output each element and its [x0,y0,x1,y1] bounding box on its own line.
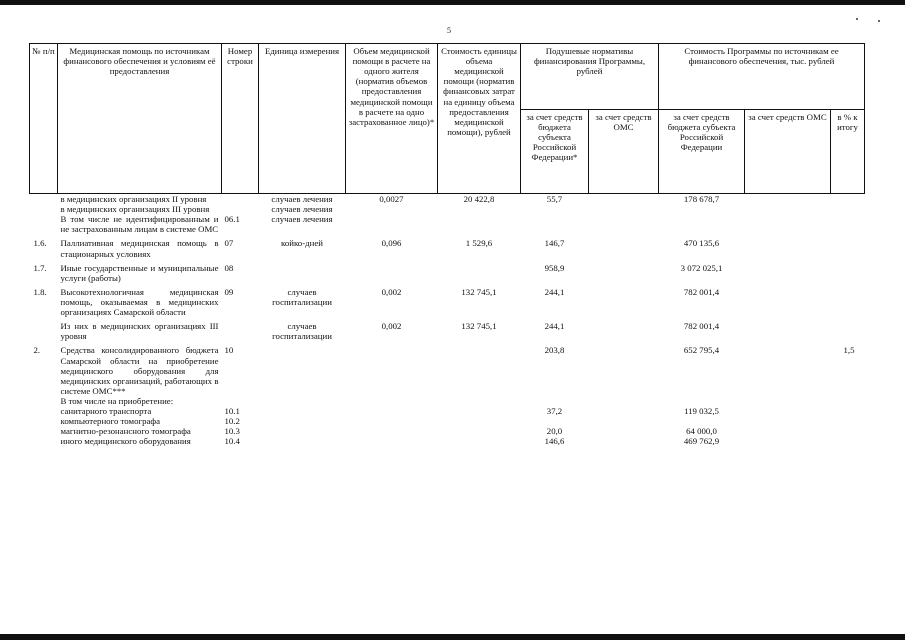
row-volume: 0,002 [381,286,402,297]
header-program-group: Стоимость Программы по источникам ее финансового обеспечения, тыс. рублей [659,44,865,110]
row-program-pct [831,194,865,205]
row-unit-cost [438,396,521,406]
header-program-oms: за счет средств ОМС [745,110,831,194]
row-num: 2. [33,345,41,356]
row-program-pct [831,416,865,426]
row-unit [259,416,346,426]
header-percap-oms: за счет средств ОМС [589,110,659,194]
row-program-pct [831,234,865,258]
row-num [30,436,58,446]
scan-speck [878,20,880,22]
table-row [30,416,865,426]
row-unit [259,396,346,406]
row-line-number: 10 [224,345,234,356]
financing-table [29,43,865,447]
row-program-budget: 782 001,4 [683,321,720,332]
row-unit: случаев лечения [271,214,333,225]
header-percap-budget: за счет средств бюджета субъекта Российской Федерации* [521,110,589,194]
row-volume [346,406,438,416]
row-program-oms [745,234,831,258]
row-line-number: 10.3 [224,426,240,437]
row-percap-budget: 244,1 [544,321,565,332]
header-percap-group: Подушевые нормативы финансирования Программы, рублей [521,44,659,110]
row-volume [346,204,438,214]
row-percap-oms [589,341,659,396]
row-percap-budget: 146,7 [544,238,565,249]
row-percap-oms [589,436,659,446]
header-num: № п/п [30,44,58,194]
row-program-oms [745,426,831,436]
page-number: 5 [447,26,451,35]
table-row [30,194,865,205]
row-unit-cost [438,204,521,214]
row-line-number: 10.1 [224,406,240,417]
scan-speck [856,18,858,20]
row-unit-cost [438,436,521,446]
row-percap-budget: 244,1 [544,286,565,297]
header-row: Номер строки [222,44,259,194]
row-program-pct [831,436,865,446]
table-row [30,436,865,446]
row-unit-cost [438,214,521,234]
table-row [30,234,865,258]
row-program-budget [659,204,745,214]
row-unit-cost [438,341,521,396]
row-program-budget [659,214,745,234]
row-num [30,416,58,426]
row-unit: случаев госпитализации [272,321,332,342]
row-program-pct: 1,5 [843,345,855,356]
row-program-oms [745,436,831,446]
row-line-number [222,396,259,406]
table-body [30,194,865,447]
row-unit: случаев лечения [271,194,333,204]
table-row [30,341,865,396]
row-percap-budget: 20,0 [546,426,563,437]
row-percap-oms [589,426,659,436]
row-unit [259,259,346,283]
row-name: санитарного транспорта [60,406,152,417]
row-unit: случаев госпитализации [272,286,332,307]
row-unit [259,436,346,446]
row-percap-budget: 958,9 [544,262,565,273]
row-percap-oms [589,317,659,341]
row-unit: койко-дней [281,238,323,249]
row-percap-budget [521,396,589,406]
row-program-budget: 3 072 025,1 [680,262,723,273]
row-unit-cost [438,406,521,416]
row-line-number: 06.1 [224,214,240,225]
row-program-oms [745,416,831,426]
row-num [30,396,58,406]
row-line-number: 08 [224,262,234,273]
row-unit-cost [438,259,521,283]
row-unit [259,426,346,436]
table-row [30,406,865,416]
row-percap-oms [589,194,659,205]
row-unit-cost: 20 422,8 [463,194,495,204]
row-program-oms [745,317,831,341]
row-line-number: 09 [224,286,234,297]
bottom-border-line [0,634,905,640]
table-row [30,214,865,234]
row-unit [259,406,346,416]
row-percap-budget: 55,7 [546,194,563,204]
row-volume [346,426,438,436]
row-program-pct [831,406,865,416]
row-num: 1.8. [33,286,47,297]
row-volume [346,259,438,283]
row-unit [259,341,346,396]
row-name: В том числе на приобретение: [60,395,174,406]
row-program-pct [831,396,865,406]
row-name: Паллиативная медицинская помощь в стационарных условиях [60,238,219,259]
row-program-oms [745,341,831,396]
row-program-oms [745,406,831,416]
header-unit: Единица измерения [259,44,346,194]
header-name: Медицинская помощь по источникам финансового обеспечения и условиям её предоставления [58,44,222,194]
row-name: Средства консолидированного бюджета Самарской области на приобретение медицинского оборудования для медицинских организаций, работающих в системе ОМС*** [60,345,219,396]
table-row [30,259,865,283]
row-percap-oms [589,259,659,283]
row-program-pct [831,426,865,436]
row-program-budget: 652 795,4 [683,345,720,356]
row-name: в медицинских организациях III уровня [60,204,210,215]
row-program-budget: 64 000,0 [686,426,717,437]
row-line-number [222,204,259,214]
row-program-oms [745,283,831,317]
row-program-oms [745,204,831,214]
row-percap-oms [589,283,659,317]
row-program-pct [831,283,865,317]
header-volume: Объем медицинской помощи в расчете на одного жителя (норматив объемов предоставления медицинской помощи в расчете на одно застрахованное лицо)* [346,44,438,194]
row-line-number [222,317,259,341]
row-name: магнитно-резонансного томографа [60,426,191,437]
row-program-pct [831,259,865,283]
row-program-oms [745,194,831,205]
row-percap-budget [521,204,589,214]
row-program-budget: 470 135,6 [683,238,720,249]
row-name: компьютерного томографа [60,416,160,427]
row-num: 1.7. [33,262,47,273]
table-header [30,44,865,194]
table-row [30,204,865,214]
row-volume [346,416,438,426]
row-num [30,406,58,416]
row-unit-cost: 132 745,1 [461,321,497,332]
row-volume: 0,002 [381,321,402,332]
row-program-pct [831,214,865,234]
row-percap-oms [589,406,659,416]
row-percap-budget: 146,6 [544,436,565,447]
row-name: Из них в медицинских организациях III уровня [60,321,219,342]
row-unit-cost [438,416,521,426]
row-volume: 0,0027 [379,194,404,204]
row-volume [346,436,438,446]
row-line-number: 07 [224,238,234,249]
row-name: в медицинских организациях II уровня [60,194,207,204]
row-percap-oms [589,234,659,258]
row-program-oms [745,214,831,234]
row-volume: 0,096 [381,238,402,249]
row-percap-oms [589,416,659,426]
row-percap-budget [521,416,589,426]
row-percap-oms [589,204,659,214]
row-line-number: 10.4 [224,436,240,447]
header-cost: Стоимость единицы объема медицинской помощи (норматив финансовых затрат на единицу объема предоставления медицинской помощи), рублей [438,44,521,194]
table-row [30,283,865,317]
row-num: 1.6. [33,238,47,249]
row-num [30,317,58,341]
row-volume [346,214,438,234]
row-unit-cost: 132 745,1 [461,286,497,297]
row-program-budget: 469 762,9 [683,436,720,447]
row-volume [346,341,438,396]
row-percap-budget: 203,8 [544,345,565,356]
row-name: Иные государственные и муниципальные услуги (работы) [60,262,219,283]
header-program-budget: за счет средств бюджета субъекта Российской Федерации [659,110,745,194]
row-name: В том числе не идентифицированным и не застрахованным лицам в системе ОМС [60,214,219,235]
row-program-budget [659,396,745,406]
row-program-budget: 119 032,5 [684,406,719,417]
row-program-pct [831,204,865,214]
row-program-budget: 178 678,7 [683,194,720,204]
row-program-budget [659,416,745,426]
row-program-budget: 782 001,4 [683,286,720,297]
row-name: иного медицинского оборудования [60,436,191,447]
top-border-line [0,0,905,5]
row-num [30,214,58,234]
row-percap-oms [589,396,659,406]
row-num [30,426,58,436]
row-program-pct [831,317,865,341]
row-name: Высокотехнологичная медицинская помощь, оказываемая в медицинских организациях Самарской области [60,286,219,318]
row-unit-cost [438,426,521,436]
row-percap-oms [589,214,659,234]
row-num [30,194,58,205]
row-program-oms [745,396,831,406]
row-unit-cost: 1 529,6 [465,238,493,249]
row-line-number: 10.2 [224,416,240,427]
row-program-oms [745,259,831,283]
row-volume [346,396,438,406]
row-percap-budget: 37,2 [546,406,563,417]
row-num [30,204,58,214]
header-program-pct: в % к итогу [831,110,865,194]
row-unit: случаев лечения [271,204,333,215]
table-row [30,426,865,436]
row-line-number [222,194,259,205]
table-row [30,396,865,406]
table-row [30,317,865,341]
row-percap-budget [521,214,589,234]
